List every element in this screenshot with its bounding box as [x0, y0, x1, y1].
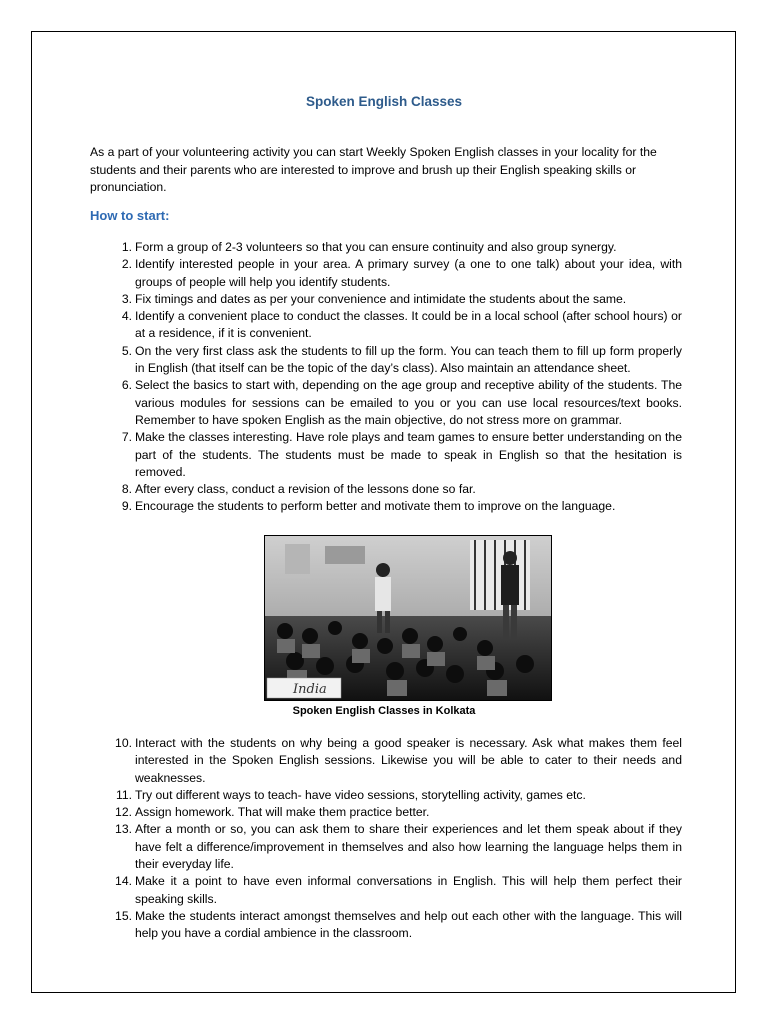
list-text: After every class, conduct a revision of the lessons done so far. [135, 482, 476, 497]
list-item [90, 239, 682, 256]
list-number: 11. [115, 787, 132, 802]
list-item [90, 429, 682, 481]
list-text: Assign homework. That will make them practice better. [135, 805, 430, 820]
steps-list-first [90, 239, 682, 516]
list-text: After a month or so, you can ask them to share their experiences and let them speak about if they have felt a difference/improvement in themselves and also how learning the language helps them in their everyday life. [135, 822, 682, 872]
list-item [90, 735, 682, 787]
list-item [90, 821, 682, 873]
list-text: Identify interested people in your area. A primary survey (a one to one talk) about your idea, with groups of people will help you identify students. [135, 257, 682, 289]
list-number: 2. [121, 257, 132, 272]
list-item [90, 308, 682, 343]
list-text: Fix timings and dates as per your convenience and intimidate the students about the same. [135, 291, 627, 306]
list-number: 7. [121, 430, 132, 445]
how-to-start-heading: How to start: [90, 208, 170, 223]
classroom-photo [264, 535, 552, 701]
list-text: Form a group of 2-3 volunteers so that you can ensure continuity and also group synergy. [135, 240, 617, 254]
list-number: 8. [121, 482, 132, 497]
list-number: 14. [115, 874, 132, 889]
list-number: 10. [115, 736, 132, 750]
list-text: Make it a point to have even informal conversations in English. This will help them perfect their speaking skills. [135, 874, 682, 906]
list-item [90, 377, 682, 429]
list-text: Select the basics to start with, depending on the age group and receptive ability of the students. The various modules for sessions can be emailed to you or you can use local resources/text books. Remember to have spoken English as the main objective, do not stress more on grammar. [135, 378, 682, 427]
list-number: 12. [115, 805, 132, 820]
steps-list-second [90, 735, 682, 943]
list-item [90, 804, 682, 821]
list-number: 13. [115, 822, 132, 837]
photo-caption: Spoken English Classes in Kolkata [292, 705, 476, 717]
list-item [90, 481, 682, 498]
list-number: 5. [121, 343, 132, 358]
list-text: Make the classes interesting. Have role plays and team games to ensure better understanding on the part of the students. The students must be made to speak in English so that the hesitation is removed. [135, 430, 682, 479]
list-item [90, 908, 682, 943]
list-text: On the very first class ask the students to fill up the form. You can teach them to fill up form properly in English (that itself can be the topic of the day’s class). Also maintain an attendance sheet. [135, 343, 682, 376]
list-item [90, 256, 682, 291]
list-text: Try out different ways to teach- have video sessions, storytelling activity, games etc. [135, 787, 586, 802]
list-number: 9. [121, 499, 132, 514]
photo-watermark: India [293, 682, 327, 697]
list-number: 4. [121, 309, 132, 324]
list-number: 3. [121, 291, 132, 306]
list-text: Make the students interact amongst themselves and help out each other with the language. This will help you have a cordial ambience in the classroom. [135, 908, 682, 941]
list-item [90, 873, 682, 908]
list-item [90, 498, 682, 515]
intro-paragraph: As a part of your volunteering activity you can start Weekly Spoken English classes in your locality for the students and their parents who are interested to improve and brush up their English speaking skills or pronunciation. [90, 145, 657, 195]
list-item [90, 787, 682, 804]
document-title: Spoken English Classes [305, 94, 463, 109]
list-text: Encourage the students to perform better and motivate them to improve on the language. [135, 499, 616, 514]
list-text: Identify a convenient place to conduct the classes. It could be in a local school (after school hours) or at a residence, if it is convenient. [135, 309, 682, 341]
list-item [90, 343, 682, 378]
list-item [90, 291, 682, 308]
list-number: 1. [121, 240, 132, 254]
list-text: Interact with the students on why being a good speaker is necessary. Ask what makes them feel interested in the Spoken English sessions. Likewise you will be able to cater to their needs and weaknesses. [135, 736, 682, 785]
list-number: 6. [121, 378, 132, 393]
list-number: 15. [115, 908, 132, 923]
